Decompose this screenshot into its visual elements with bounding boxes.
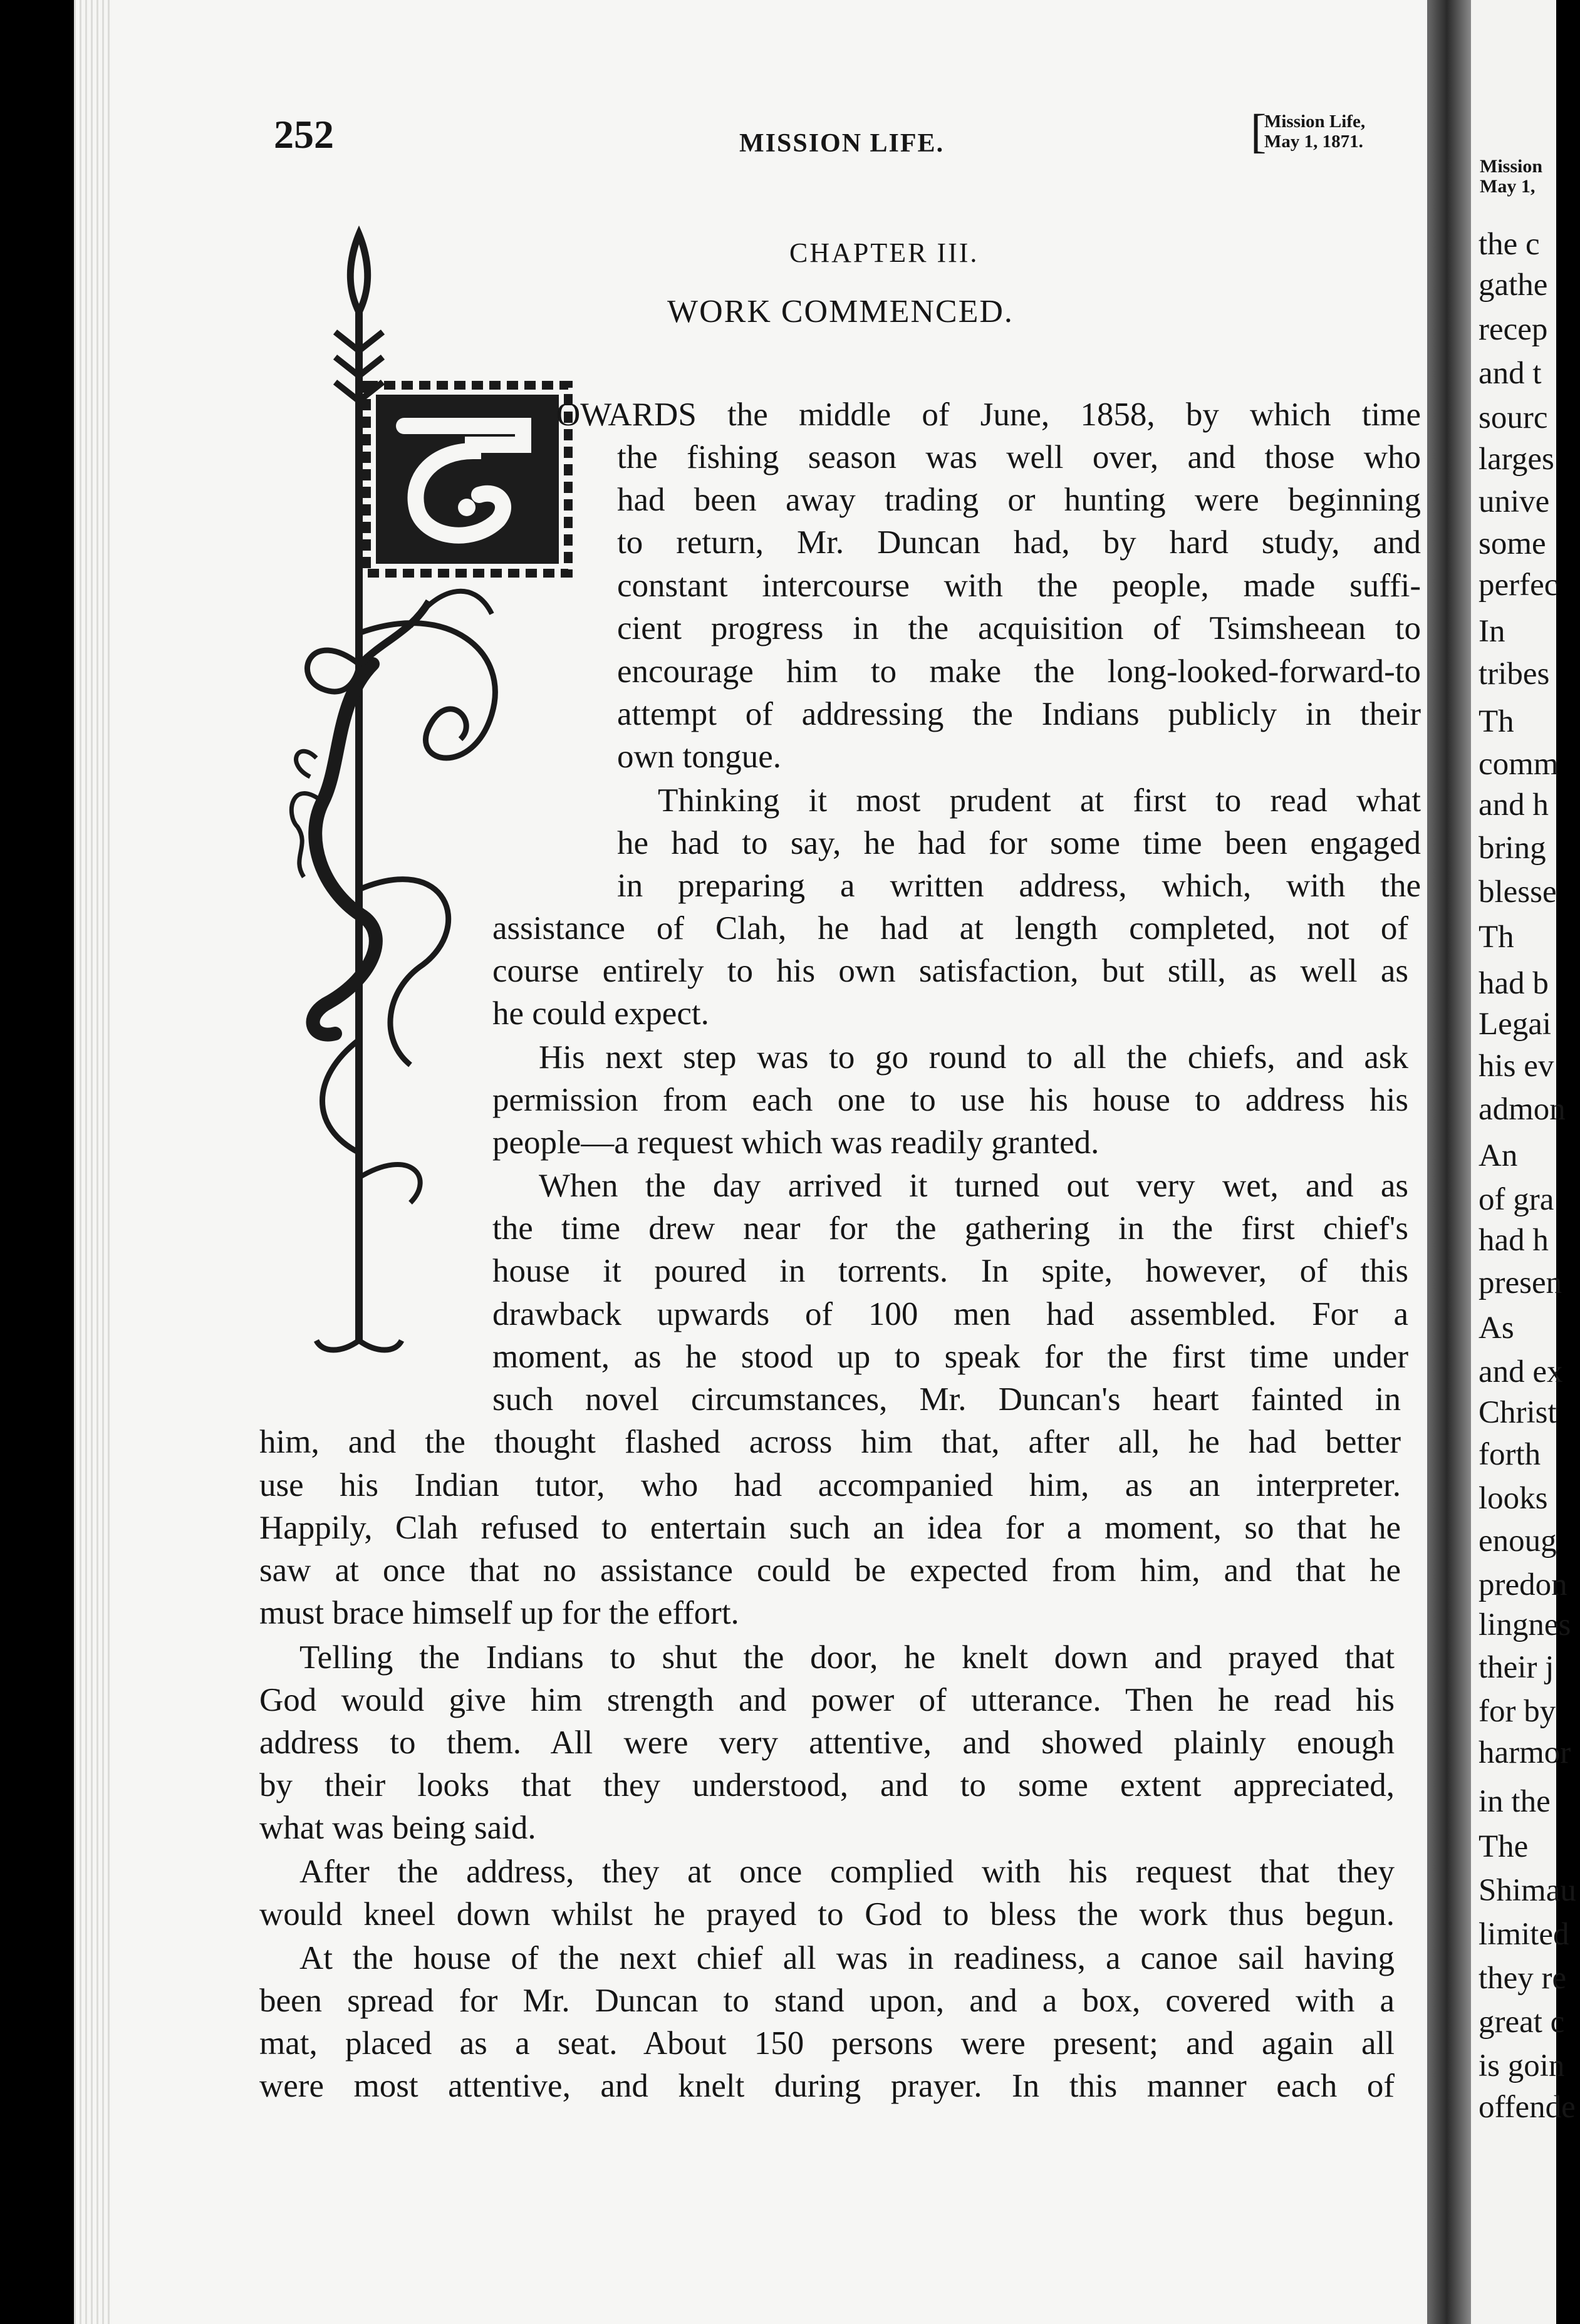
facing-page-line-fragment: is goin — [1479, 2048, 1565, 2083]
facing-page-line-fragment: unive — [1479, 484, 1550, 519]
running-head: MISSION LIFE. — [739, 129, 945, 158]
facing-page-line-fragment: and ex — [1479, 1354, 1563, 1389]
facing-page-line-fragment: Legai — [1479, 1007, 1552, 1042]
facing-page-line-fragment: sourc — [1479, 400, 1548, 435]
facing-page-line-fragment: of gra — [1479, 1182, 1554, 1217]
body-line: the time drew near for the gathering in the first chief's — [492, 1210, 1408, 1247]
body-line: own tongue. — [617, 739, 782, 775]
facing-page-line-fragment: great c — [1479, 2005, 1565, 2040]
facing-page-line-fragment: As — [1479, 1310, 1514, 1346]
facing-page-line-fragment: they re — [1479, 1961, 1567, 1996]
body-line: Happily, Clah refused to entertain such an idea for a moment, so that he — [259, 1510, 1401, 1546]
body-line: After the address, they at once complied with his request that they — [299, 1854, 1395, 1890]
body-line: would kneel down whilst he prayed to God to bless the work thus begun. — [259, 1896, 1395, 1932]
body-line: to return, Mr. Duncan had, by hard study, and — [617, 524, 1421, 561]
facing-page-line-fragment: blesse — [1479, 874, 1557, 910]
body-line: encourage him to make the long-looked-forward-to — [617, 653, 1421, 690]
facing-page-line-fragment: limited — [1479, 1917, 1569, 1952]
facing-page-line-fragment: some — [1479, 526, 1546, 561]
body-line: cient progress in the acquisition of Tsimsheean to — [617, 610, 1421, 646]
body-line: use his Indian tutor, who had accompanied him, as an interpreter. — [259, 1467, 1401, 1503]
facing-page-line-fragment: Th — [1479, 920, 1514, 955]
facing-page-line-fragment: in the — [1479, 1784, 1551, 1819]
facing-page-line-fragment: offende — [1479, 2090, 1576, 2125]
issue-label: [ Mission Life, May 1, 1871. — [1250, 105, 1366, 158]
facing-page-line-fragment: admon — [1479, 1092, 1566, 1127]
body-line: had been away trading or hunting were beginning — [617, 482, 1421, 518]
facing-page-line-fragment: harmor — [1479, 1735, 1571, 1770]
body-line: mat, placed as a seat. About 150 persons were present; and again all — [259, 2025, 1395, 2062]
page-number: 252 — [274, 112, 334, 157]
body-line: At the house of the next chief all was in readiness, a canoe sail having — [299, 1940, 1395, 1976]
body-line: such novel circumstances, Mr. Duncan's heart fainted in — [492, 1381, 1401, 1418]
body-line: been spread for Mr. Duncan to stand upon, and a box, covered with a — [259, 1983, 1395, 2019]
body-line: Telling the Indians to shut the door, he knelt down and prayed that — [299, 1639, 1395, 1676]
facing-page-line-fragment: and h — [1479, 787, 1549, 822]
facing-page-line-fragment: their j — [1479, 1650, 1554, 1685]
facing-page-line-fragment: Shimau — [1479, 1873, 1576, 1908]
body-line: address to them. All were very attentive, and showed plainly enough — [259, 1725, 1395, 1761]
body-line: constant intercourse with the people, made suffi- — [617, 568, 1421, 604]
body-line: were most attentive, and knelt during prayer. In this manner each of — [259, 2068, 1395, 2104]
facing-page-line-fragment: enoug — [1479, 1523, 1557, 1559]
chapter-number: CHAPTER III. — [789, 237, 979, 268]
facing-page-line-fragment: presen — [1479, 1265, 1562, 1300]
body-line: God would give him strength and power of utterance. Then he read his — [259, 1682, 1395, 1718]
facing-page-line-fragment: tribes — [1479, 656, 1550, 692]
body-line: attempt of addressing the Indians publicly in their — [617, 696, 1421, 732]
facing-page-line-fragment: gathe — [1479, 267, 1548, 303]
body-line: he had to say, he had for some time been engaged — [617, 825, 1421, 861]
facing-page-line-fragment: looks — [1479, 1481, 1548, 1516]
page-edge-lines — [74, 0, 112, 2324]
facing-page — [1471, 0, 1576, 2324]
body-line: he could expect. — [492, 995, 709, 1032]
facing-page-line-fragment: the c — [1479, 227, 1540, 262]
body-line: OWARDS the middle of June, 1858, by which time — [556, 397, 1421, 433]
body-line: drawback upwards of 100 men had assembled. For a — [492, 1296, 1408, 1332]
facing-page-line-fragment: for by — [1479, 1694, 1556, 1729]
facing-page-line-fragment: recep — [1479, 312, 1548, 347]
facing-page-line-fragment: bring — [1479, 831, 1546, 866]
facing-page-line-fragment: lingnes — [1479, 1607, 1571, 1642]
facing-page-line-fragment: Christ — [1479, 1395, 1557, 1430]
body-line: saw at once that no assistance could be expected from him, and that he — [259, 1552, 1401, 1589]
facing-page-line-fragment: The — [1479, 1829, 1529, 1864]
facing-page-line-fragment: his ev — [1479, 1049, 1554, 1084]
body-line: people—a request which was readily granted. — [492, 1124, 1099, 1161]
chapter-title: WORK COMMENCED. — [667, 294, 1014, 329]
facing-page-line-fragment: larges — [1479, 442, 1554, 477]
facing-page-line-fragment: forth — [1479, 1437, 1541, 1472]
body-line: the fishing season was well over, and those who — [617, 439, 1421, 475]
body-line: course entirely to his own satisfaction, but still, as well as — [492, 953, 1408, 989]
body-line: what was being said. — [259, 1810, 536, 1846]
body-line: assistance of Clah, he had at length completed, not of — [492, 910, 1408, 947]
bracket-glyph: [ — [1250, 105, 1267, 158]
body-line: house it poured in torrents. In spite, however, of this — [492, 1253, 1408, 1289]
body-line: His next step was to go round to all the chiefs, and ask — [539, 1039, 1408, 1076]
facing-page-line-fragment: had b — [1479, 966, 1549, 1001]
facing-page-line-fragment: In — [1479, 614, 1505, 649]
facing-page-line-fragment: perfec — [1479, 568, 1559, 603]
facing-page-line-fragment: and t — [1479, 356, 1542, 391]
body-line: in preparing a written address, which, with the — [617, 868, 1421, 904]
body-line: must brace himself up for the effort. — [259, 1595, 739, 1631]
body-line: Thinking it most prudent at first to read what — [658, 782, 1421, 819]
body-line: When the day arrived it turned out very wet, and as — [539, 1168, 1408, 1204]
book-gutter — [1427, 0, 1471, 2324]
facing-page-header: Mission May 1, — [1480, 156, 1543, 197]
facing-page-line-fragment: Th — [1479, 704, 1514, 739]
facing-page-line-fragment: An — [1479, 1138, 1518, 1173]
facing-page-line-fragment: had h — [1479, 1223, 1549, 1258]
facing-page-line-fragment: predon — [1479, 1567, 1567, 1602]
body-line: by their looks that they understood, and to some extent appreciated, — [259, 1767, 1395, 1803]
facing-page-line-fragment: comm — [1479, 747, 1559, 782]
body-line: moment, as he stood up to speak for the first time under — [492, 1339, 1408, 1375]
body-line: him, and the thought flashed across him that, after all, he had better — [259, 1424, 1401, 1460]
body-line: permission from each one to use his house to address his — [492, 1082, 1408, 1118]
